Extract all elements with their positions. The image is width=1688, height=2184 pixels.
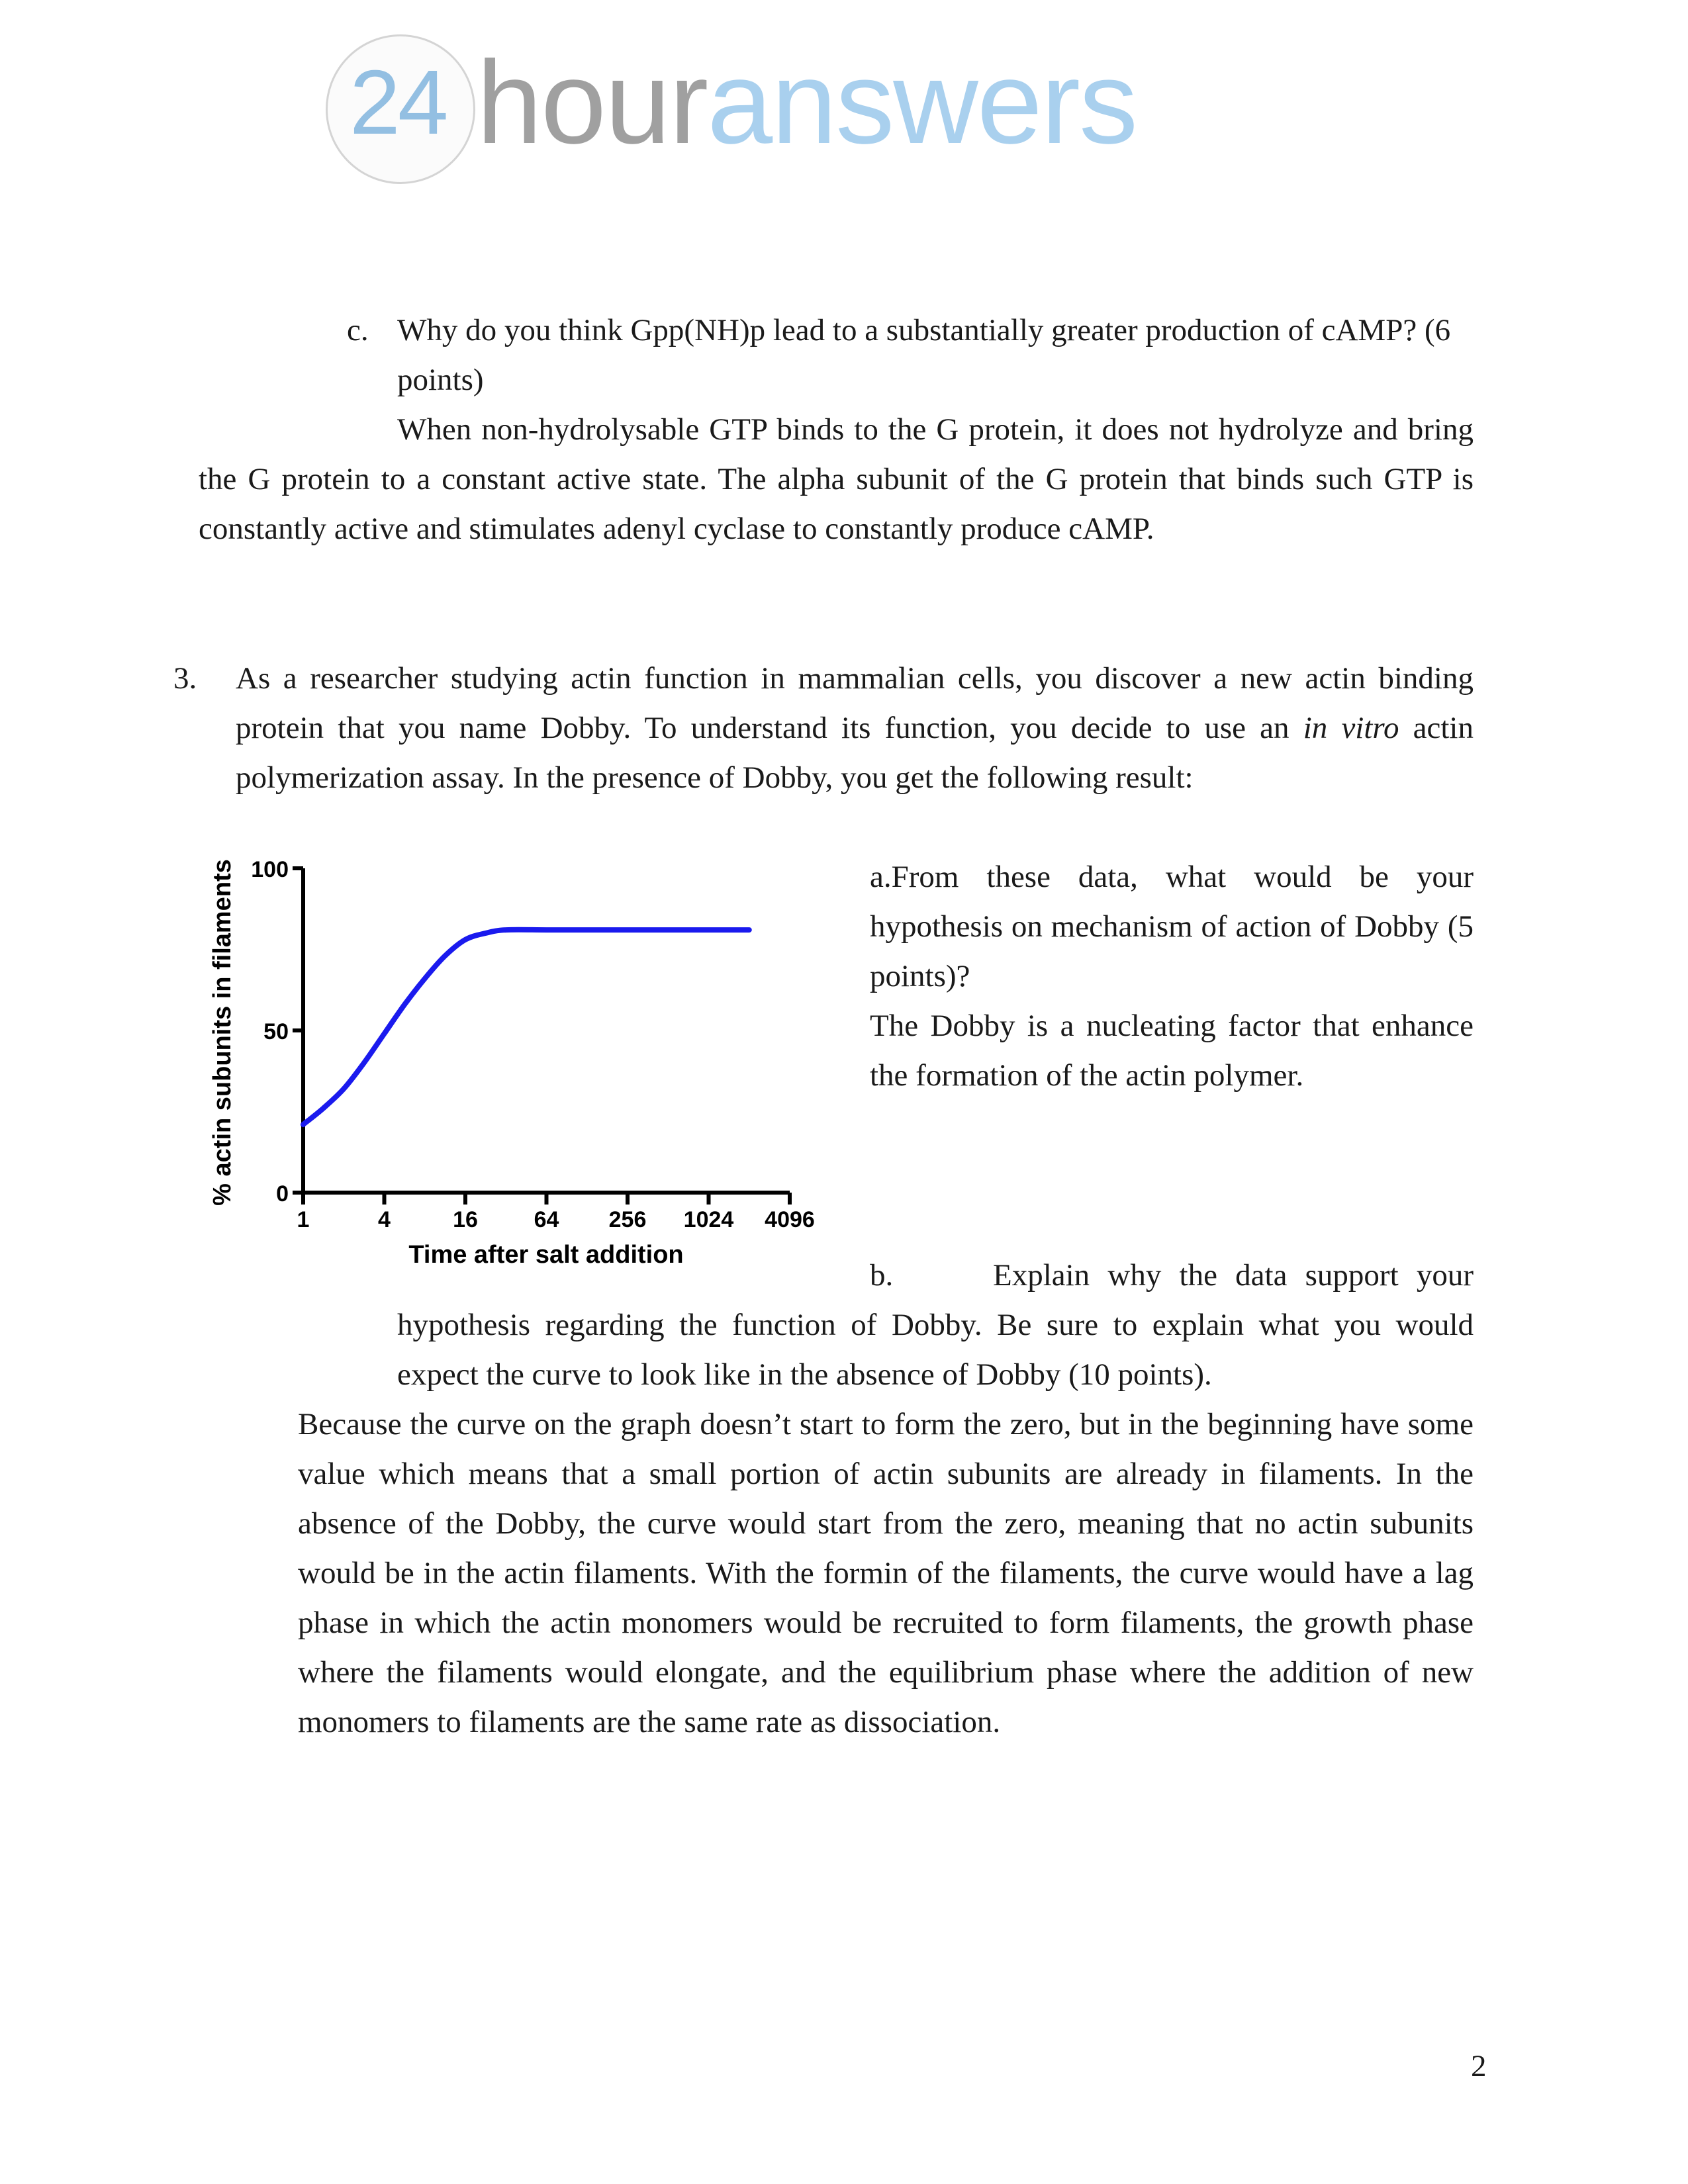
part-a-answer: The Dobby is a nucleating factor that enhance the formation of the actin polymer. [870,1009,1474,1093]
part-a-question: a.From these data, what would be your hypothesis on mechanism of action of Dobby (5 points)? [870,860,1474,993]
y-tick-label: 100 [251,857,289,882]
part-c-question-line1: Why do you think Gpp(NH)p lead to a substantially greater production of cAMP? (6 [397,313,1451,347]
y-tick-label: 50 [263,1019,289,1044]
dobby-curve [303,930,749,1124]
x-tick-label: 16 [453,1207,478,1232]
part-c-question-line2: points) [397,363,484,397]
question-3-text [236,654,1474,803]
part-c-answer: When non-hydrolysable GTP binds to the G protein, it does not hydrolyze and bring the G protein to a constant active state. The alpha subunit of the G protein that binds such GTP is constantly active and stimulates adenyl cyclase to constantly produce cAMP. [199,412,1474,546]
x-tick-label: 64 [534,1207,559,1232]
part-c-marker: c. [347,313,369,347]
part-b-question-rest: hypothesis regarding the function of Dobby. Be sure to explain what you would expect the curve to look like in the absence of Dobby (10 points). [397,1308,1474,1392]
y-tick-label: 0 [276,1181,289,1206]
page-number: 2 [1471,2049,1487,2083]
x-axis-label: Time after salt addition [408,1241,684,1269]
logo-wordmark [477,36,1137,168]
part-b-marker: b. [870,1258,894,1293]
part-b-question-first: Explain why the data support your [993,1258,1474,1293]
question-3-italic: in vitro [1303,711,1399,745]
y-axis-label: % actin subunits in filaments [209,859,236,1206]
x-tick-label: 256 [608,1207,647,1232]
question-3-number: 3. [173,661,197,696]
question-3-text-end: actin polymerization assay. In the presence of Dobby, you get the following result: [236,711,1474,795]
logo-number: 24 [350,52,446,154]
logo-word-answers: answers [707,36,1137,168]
x-tick-label: 1 [297,1207,310,1232]
actin-polymerization-chart [199,841,834,1291]
x-tick-label: 4 [378,1207,391,1232]
logo-word-hour: hour [477,36,708,168]
question-3-text-start: As a researcher studying actin function in mammalian cells, you discover a new actin binding protein that you name Dobby. To understand its function, you decide to use an [236,661,1474,745]
x-tick-label: 1024 [683,1207,734,1232]
part-b-answer: Because the curve on the graph doesn’t start to form the zero, but in the beginning have some value which means that a small portion of actin subunits are already in filaments. In the absence of the Dobby, the curve would start from the zero, meaning that no actin subunits would be in the actin filaments. With the formin of the filaments, the curve would have a lag phase in which the actin monomers would be recruited to form filaments, the growth phase where the filaments would elongate, and the equilibrium phase where the addition of new monomers to filaments are the same rate as dissociation. [298,1407,1474,1739]
x-tick-label: 4096 [765,1207,815,1232]
